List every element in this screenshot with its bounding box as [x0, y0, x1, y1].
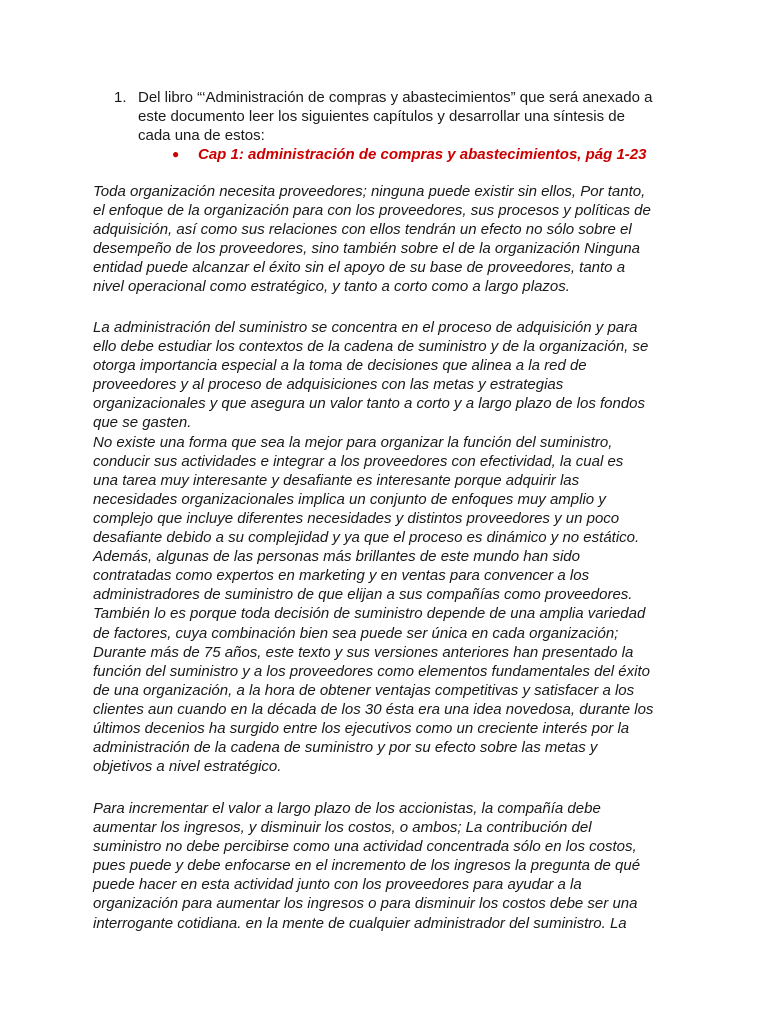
paragraph-line: También lo es porque toda decisión de suministro depende de una amplia variedad	[93, 605, 646, 623]
paragraph-line: una tarea muy interesante y desafiante es interesante porque adquirir las	[93, 471, 580, 489]
paragraph-line: clientes aun cuando en la década de los 30 ésta era una idea novedosa, durante los	[93, 700, 654, 718]
paragraph-line: complejo que incluye diferentes necesidades y distintos proveedores y un poco	[93, 509, 620, 527]
paragraph-line: de una organización, a la hora de obtener ventajas competitivas y satisfacer a los	[93, 681, 635, 699]
paragraph-line: adquisición, así como sus relaciones con ellos tendrán un efecto no sólo sobre el	[93, 221, 632, 239]
chapter-title: Cap 1: administración de compras y abastecimientos, pág 1-23	[198, 146, 647, 163]
paragraph-line: suministro no debe percibirse como una actividad concentrada sólo en los costos,	[93, 838, 637, 856]
paragraph-line: que se gasten.	[93, 414, 192, 432]
paragraph-line: el enfoque de la organización para con los proveedores, sus procesos y políticas de	[93, 202, 651, 220]
paragraph-line: nivel operacional como estratégico, y tanto a corto como a largo plazos.	[93, 278, 570, 296]
paragraph-line: interrogante cotidiana. en la mente de cualquier administrador del suministro. La	[93, 914, 627, 932]
question-text	[138, 88, 698, 145]
question-line: cada una de estos:	[138, 127, 265, 144]
paragraph-line: de factores, cuya combinación bien sea puede ser única en cada organización;	[93, 624, 619, 642]
paragraph-line: aumentar los ingresos, y disminuir los costos, o ambos; La contribución del	[93, 819, 592, 837]
paragraph-line: pues puede y debe enfocarse en el incremento de los ingresos la pregunta de qué	[93, 857, 641, 875]
paragraph-line: proveedores y al proceso de adquisiciones con las metas y estrategias	[93, 376, 564, 394]
paragraph-line: organizacionales y que asegura un valor tanto a corto y a largo plazo de los fondos	[93, 395, 646, 413]
paragraph-line: administración de la cadena de suministro y por su efecto sobre las metas y	[93, 739, 598, 757]
paragraph-line: necesidades organizacionales implica un conjunto de enfoques muy amplio y	[93, 490, 606, 508]
paragraph-line: contratadas como expertos en marketing y en ventas para convencer a los	[93, 567, 590, 585]
paragraph-line: puede hacer en esta actividad junto con los proveedores para ayudar a la	[93, 876, 582, 894]
question-line: Del libro “‘Administración de compras y abastecimientos” que será anexado a	[138, 89, 653, 106]
paragraph-line: organización para aumentar los ingresos o para disminuir los costos debe ser una	[93, 895, 638, 913]
paragraph-line: desafiante debido a su complejidad y ya que el proceso es dinámico y no estático.	[93, 529, 640, 547]
question-number: 1.	[114, 89, 127, 106]
bullet-icon: ●	[172, 147, 180, 161]
paragraph-line: Además, algunas de las personas más brillantes de este mundo han sido	[93, 548, 580, 566]
paragraph-line: administradores de suministro de que elijan a sus compañías como proveedores.	[93, 586, 633, 604]
paragraph-2	[93, 318, 693, 776]
paragraph-line: objetivos a nivel estratégico.	[93, 758, 282, 776]
paragraph-line: desempeño de los proveedores, sino también sobre el de la organización Ninguna	[93, 240, 641, 258]
paragraph-line: ello debe estudiar los contextos de la cadena de suministro y de la organización, se	[93, 338, 649, 356]
paragraph-line: otorga importancia especial a la toma de decisiones que alinea a la red de	[93, 357, 587, 375]
paragraph-line: No existe una forma que sea la mejor para organizar la función del suministro,	[93, 433, 613, 451]
paragraph-line: Toda organización necesita proveedores; ninguna puede existir sin ellos, Por tanto,	[93, 183, 646, 200]
paragraph-3	[93, 799, 693, 933]
paragraph-line: entidad puede alcanzar el éxito sin el apoyo de su base de proveedores, tanto a	[93, 259, 626, 277]
paragraph-line: Durante más de 75 años, este texto y sus versiones anteriores han presentado la	[93, 643, 634, 661]
paragraph-1	[93, 182, 693, 297]
paragraph-line: conducir sus actividades e integrar a los proveedores con efectividad, la cual es	[93, 452, 624, 470]
paragraph-line: La administración del suministro se concentra en el proceso de adquisición y para	[93, 319, 638, 336]
question-line: este documento leer los siguientes capítulos y desarrollar una síntesis de	[138, 108, 625, 125]
paragraph-line: Para incrementar el valor a largo plazo de los accionistas, la compañía debe	[93, 800, 601, 817]
paragraph-line: función del suministro y a los proveedores como elementos fundamentales del éxito	[93, 662, 650, 680]
paragraph-line: últimos decenios ha surgido entre los ejecutivos como un creciente interés por la	[93, 719, 630, 737]
